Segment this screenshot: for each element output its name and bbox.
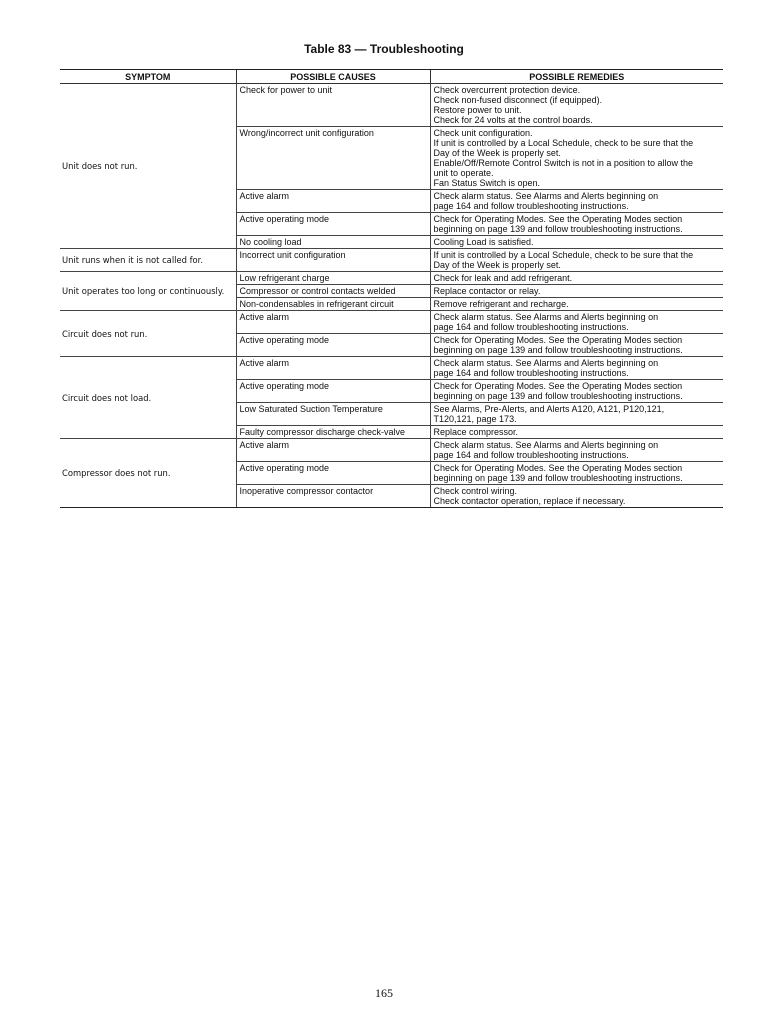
remedy-line: Check for Operating Modes. See the Operating Modes section [433,463,683,473]
remedy-line: Check non-fused disconnect (if equipped). [433,95,603,105]
remedy-line: Day of the Week is properly set. [433,260,561,270]
remedy-line: Check overcurrent protection device. [433,85,581,95]
column-header-possible-remedies: POSSIBLE REMEDIES [430,70,723,84]
cause-cell: Faulty compressor discharge check-valve [236,426,430,439]
remedy-line: Check alarm status. See Alarms and Alerts beginning on [433,312,659,322]
remedy-line: Day of the Week is properly set. [433,148,561,158]
symptom-cell: Circuit does not load. [60,357,236,439]
remedy-cell [430,84,723,127]
remedy-cell [430,439,723,462]
remedy-line: Check alarm status. See Alarms and Alerts beginning on [433,440,659,450]
table-row [60,249,723,272]
remedy-line: Check for Operating Modes. See the Operating Modes section [433,214,683,224]
remedy-cell [430,298,723,311]
remedy-cell [430,334,723,357]
table-row [60,357,723,380]
cause-cell: Active operating mode [236,213,430,236]
remedy-line: Replace contactor or relay. [433,286,541,296]
symptom-cell: Circuit does not run. [60,311,236,357]
table-title: Table 83 — Troubleshooting [304,42,464,56]
remedy-line: Check for Operating Modes. See the Operating Modes section [433,335,683,345]
remedy-line: Check alarm status. See Alarms and Alerts beginning on [433,358,659,368]
remedy-line: If unit is controlled by a Local Schedule, check to be sure that the [433,250,694,260]
remedy-line: beginning on page 139 and follow troubleshooting instructions. [433,473,683,483]
remedy-line: Check alarm status. See Alarms and Alerts beginning on [433,191,659,201]
remedy-line: page 164 and follow troubleshooting instructions. [433,450,629,460]
remedy-cell [430,272,723,285]
remedy-line: beginning on page 139 and follow troubleshooting instructions. [433,224,683,234]
troubleshooting-table [60,69,723,508]
remedy-line: Enable/Off/Remote Control Switch is not in a position to allow the [433,158,693,168]
cause-cell: Active alarm [236,357,430,380]
cause-cell: No cooling load [236,236,430,249]
remedy-line: Check contactor operation, replace if necessary. [433,496,626,506]
remedy-line: Check control wiring. [433,486,518,496]
remedy-cell [430,403,723,426]
remedy-line: Replace compressor. [433,427,519,437]
column-header-possible-causes: POSSIBLE CAUSES [236,70,430,84]
page-number: 165 [375,986,393,1000]
cause-cell: Wrong/incorrect unit configuration [236,127,430,190]
cause-cell: Non-condensables in refrigerant circuit [236,298,430,311]
table-row [60,311,723,334]
remedy-cell [430,249,723,272]
remedy-cell [430,311,723,334]
remedy-line: Restore power to unit. [433,105,522,115]
header-row [60,70,723,84]
remedy-line: Remove refrigerant and recharge. [433,299,569,309]
cause-cell: Active alarm [236,311,430,334]
remedy-line: Cooling Load is satisfied. [433,237,534,247]
remedy-cell [430,190,723,213]
remedy-line: unit to operate. [433,168,494,178]
remedy-cell [430,380,723,403]
cause-cell: Inoperative compressor contactor [236,485,430,508]
symptom-cell: Unit runs when it is not called for. [60,249,236,272]
cause-cell: Low refrigerant charge [236,272,430,285]
table-header [60,70,723,84]
remedy-line: Check for 24 volts at the control boards. [433,115,593,125]
remedy-line: page 164 and follow troubleshooting instructions. [433,322,629,332]
remedy-cell [430,213,723,236]
cause-cell: Low Saturated Suction Temperature [236,403,430,426]
remedy-cell [430,426,723,439]
table-row [60,84,723,127]
remedy-line: See Alarms, Pre-Alerts, and Alerts A120, A121, P120,121, [433,404,665,414]
remedy-cell [430,357,723,380]
cause-cell: Active operating mode [236,334,430,357]
remedy-cell [430,462,723,485]
column-header-symptom: SYMPTOM [60,70,236,84]
remedy-line: Check for Operating Modes. See the Operating Modes section [433,381,683,391]
remedy-line: If unit is controlled by a Local Schedule, check to be sure that the [433,138,694,148]
remedy-cell [430,485,723,508]
remedy-line: Check unit configuration. [433,128,533,138]
table-row [60,272,723,285]
cause-cell: Incorrect unit configuration [236,249,430,272]
remedy-line: page 164 and follow troubleshooting instructions. [433,368,629,378]
cause-cell: Check for power to unit [236,84,430,127]
remedy-line: Fan Status Switch is open. [433,178,541,188]
table-row [60,439,723,462]
cause-cell: Active alarm [236,439,430,462]
remedy-cell [430,236,723,249]
remedy-line: beginning on page 139 and follow troubleshooting instructions. [433,391,683,401]
cause-cell: Compressor or control contacts welded [236,285,430,298]
remedy-line: beginning on page 139 and follow troubleshooting instructions. [433,345,683,355]
symptom-cell: Compressor does not run. [60,439,236,508]
remedy-cell [430,285,723,298]
cause-cell: Active operating mode [236,380,430,403]
cause-cell: Active operating mode [236,462,430,485]
remedy-line: T120,121, page 173. [433,414,517,424]
table-body [60,84,723,508]
symptom-cell: Unit operates too long or continuously. [60,272,236,311]
remedy-line: Check for leak and add refrigerant. [433,273,573,283]
remedy-line: page 164 and follow troubleshooting instructions. [433,201,629,211]
symptom-cell: Unit does not run. [60,84,236,249]
cause-cell: Active alarm [236,190,430,213]
remedy-cell [430,127,723,190]
